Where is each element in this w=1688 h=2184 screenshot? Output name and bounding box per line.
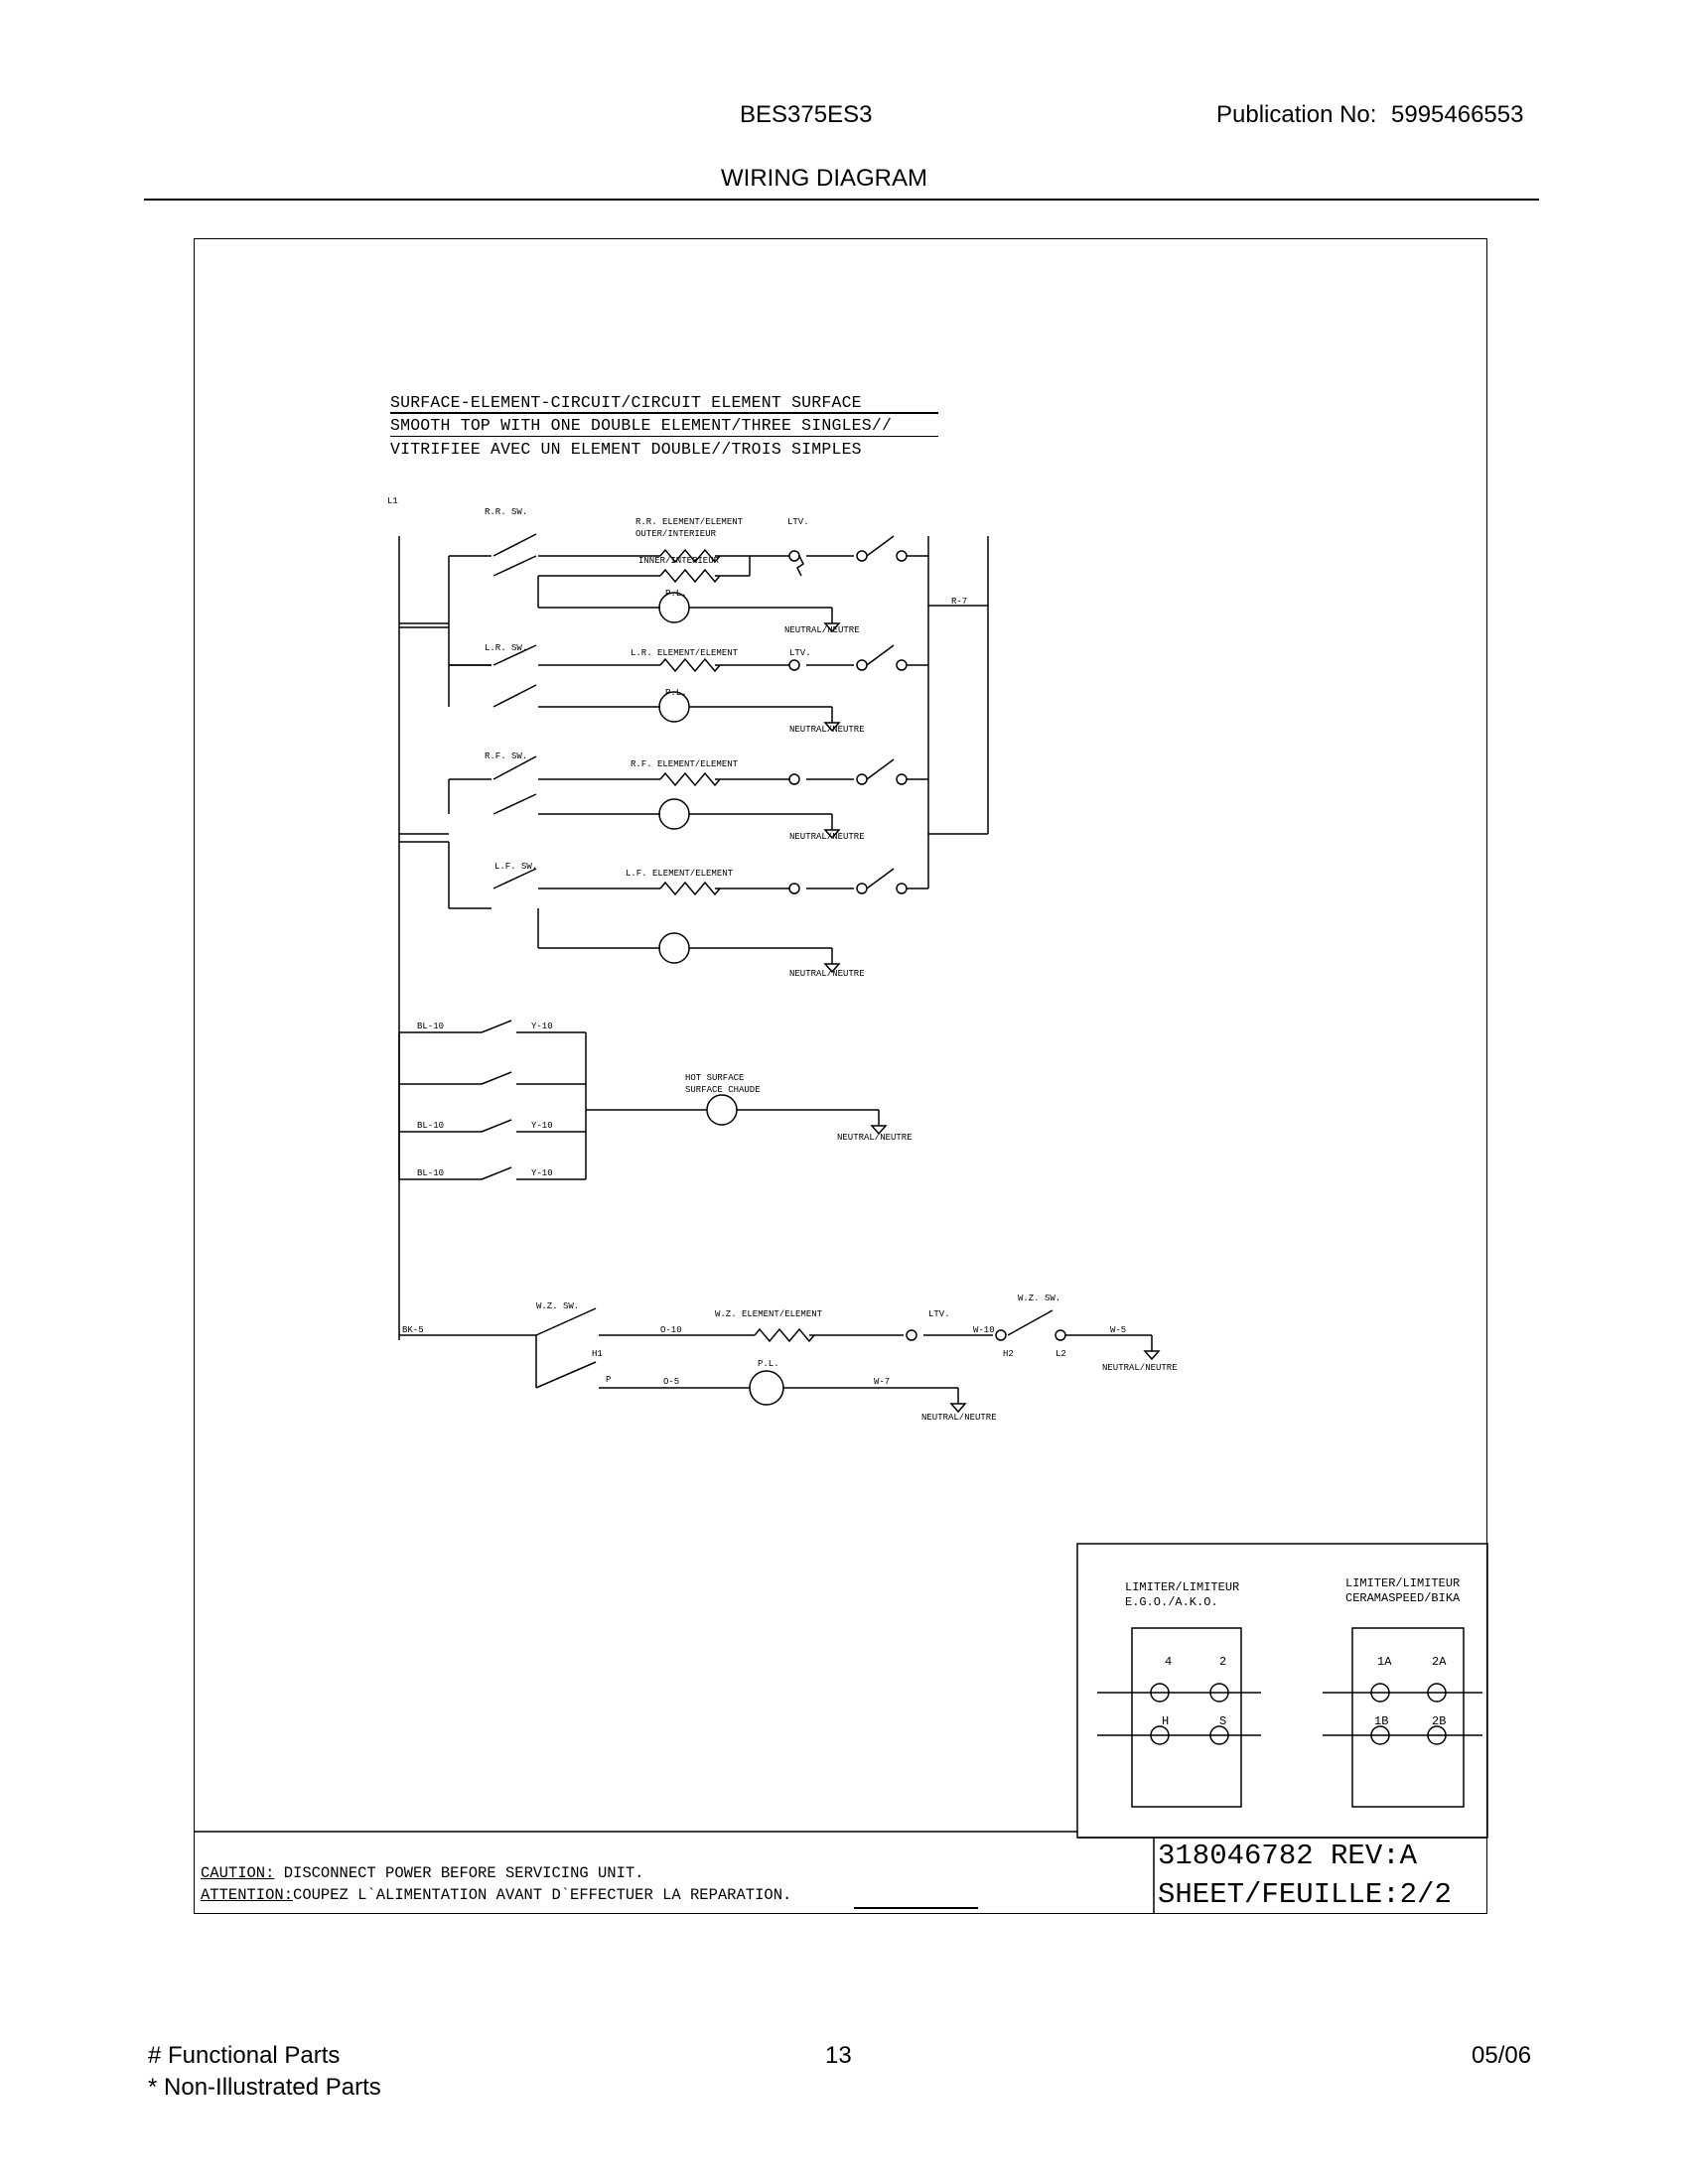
caution-line [201, 1864, 643, 1882]
label-neutral-4: NEUTRAL/NEUTRE [789, 969, 865, 979]
label-wz-element: W.Z. ELEMENT/ELEMENT [715, 1309, 823, 1319]
footer-functional-parts: # Functional Parts [148, 2042, 341, 2069]
label-ltv-2: LTV. [789, 648, 811, 658]
label-rr-sw: R.R. SW. [485, 507, 528, 517]
caution-text: DISCONNECT POWER BEFORE SERVICING UNIT. [274, 1864, 644, 1882]
model-number: BES375ES3 [740, 101, 873, 128]
limiter-left-title-2: E.G.O./A.K.O. [1125, 1595, 1218, 1609]
label-bl10-1: BL-10 [417, 1022, 445, 1031]
label-rr-sub: OUTER/INTERIEUR [635, 529, 717, 539]
publication-label: Publication No: [1216, 101, 1377, 128]
label-h2: H2 [1003, 1349, 1014, 1359]
label-y10-3: Y-10 [531, 1168, 553, 1178]
attention-text: COUPEZ L`ALIMENTATION AVANT D`EFFECTUER LA REPARATION. [293, 1886, 792, 1904]
label-lr-sw: L.R. SW. [485, 643, 528, 653]
label-neutral-2: NEUTRAL/NEUTRE [789, 725, 865, 735]
label-y10-2: Y-10 [531, 1121, 553, 1131]
label-y10-1: Y-10 [531, 1022, 553, 1031]
limiter-left-th: H [1162, 1714, 1170, 1728]
label-ltv-3: LTV. [928, 1309, 950, 1319]
label-l2: L2 [1055, 1349, 1066, 1359]
label-ltv-1: LTV. [787, 517, 809, 527]
label-pl-1: P.L. [665, 589, 687, 599]
label-neutral-6: NEUTRAL/NEUTRE [1102, 1363, 1178, 1373]
caution-underline [854, 1907, 978, 1909]
diagram-title-line-1: SURFACE-ELEMENT-CIRCUIT/CIRCUIT ELEMENT SURFACE [390, 393, 862, 412]
label-h1: H1 [592, 1349, 603, 1359]
label-hot-surface-fr: SURFACE CHAUDE [685, 1085, 761, 1095]
label-w10: W-10 [973, 1325, 995, 1335]
label-lr-element: L.R. ELEMENT/ELEMENT [631, 648, 739, 658]
attention-label: ATTENTION: [201, 1886, 294, 1904]
label-lf-sw: L.F. SW. [494, 862, 538, 872]
limiter-right-title-2: CERAMASPEED/BIKA [1345, 1591, 1461, 1605]
label-bl10-2: BL-10 [417, 1121, 445, 1131]
label-o10: O-10 [660, 1325, 682, 1335]
publication-number: 5995466553 [1391, 101, 1524, 128]
limiter-left-t4: 4 [1165, 1655, 1173, 1669]
label-pl-2: P.L. [665, 688, 687, 698]
label-bl10-3: BL-10 [417, 1168, 445, 1178]
label-l1: L1 [387, 496, 398, 506]
limiter-right-2a: 2A [1432, 1655, 1447, 1669]
label-neutral-5: NEUTRAL/NEUTRE [837, 1133, 913, 1143]
diagram-title-line-3: VITRIFIEE AVEC UN ELEMENT DOUBLE//TROIS SIMPLES [390, 440, 862, 459]
label-wire-r7: R-7 [951, 597, 968, 607]
attention-line [201, 1886, 791, 1904]
section-title: WIRING DIAGRAM [721, 165, 927, 192]
footer-page-number: 13 [825, 2042, 852, 2069]
caution-label: CAUTION: [201, 1864, 275, 1882]
label-bk5: BK-5 [402, 1325, 424, 1335]
label-rr-element: R.R. ELEMENT/ELEMENT [635, 517, 744, 527]
label-rf-element: R.F. ELEMENT/ELEMENT [631, 759, 739, 769]
footer-non-illustrated: * Non-Illustrated Parts [148, 2074, 381, 2101]
label-rf-sw: R.F. SW. [485, 751, 528, 761]
limiter-right-2b: 2B [1432, 1714, 1447, 1728]
drawing-number: 318046782 REV:A [1158, 1840, 1418, 1872]
limiter-right-1a: 1A [1377, 1655, 1392, 1669]
label-wz-sw-1: W.Z. SW. [536, 1301, 580, 1311]
label-pl-wz: P.L. [758, 1359, 779, 1369]
limiter-left-title-1: LIMITER/LIMITEUR [1125, 1580, 1240, 1594]
limiter-left-ts: S [1219, 1714, 1227, 1728]
label-neutral-7: NEUTRAL/NEUTRE [921, 1413, 997, 1423]
label-neutral-1: NEUTRAL/NEUTRE [784, 625, 860, 635]
label-neutral-3: NEUTRAL/NEUTRE [789, 832, 865, 842]
sheet-number: SHEET/FEUILLE:2/2 [1158, 1878, 1452, 1911]
diagram-title-line-2: SMOOTH TOP WITH ONE DOUBLE ELEMENT/THREE SINGLES// [390, 416, 893, 435]
label-rr-inner: INNER/INTERIEUR [638, 556, 720, 566]
limiter-left-t2: 2 [1219, 1655, 1227, 1669]
label-o5: O-5 [663, 1377, 680, 1387]
label-wz-sw-2: W.Z. SW. [1018, 1294, 1061, 1303]
label-w5: W-5 [1110, 1325, 1127, 1335]
label-p: P [606, 1375, 612, 1385]
label-w7: W-7 [874, 1377, 891, 1387]
label-lf-element: L.F. ELEMENT/ELEMENT [626, 869, 734, 879]
limiter-right-title-1: LIMITER/LIMITEUR [1345, 1576, 1461, 1590]
limiter-right-1b: 1B [1374, 1714, 1389, 1728]
label-hot-surface: HOT SURFACE [685, 1073, 745, 1083]
footer-date: 05/06 [1472, 2042, 1532, 2069]
